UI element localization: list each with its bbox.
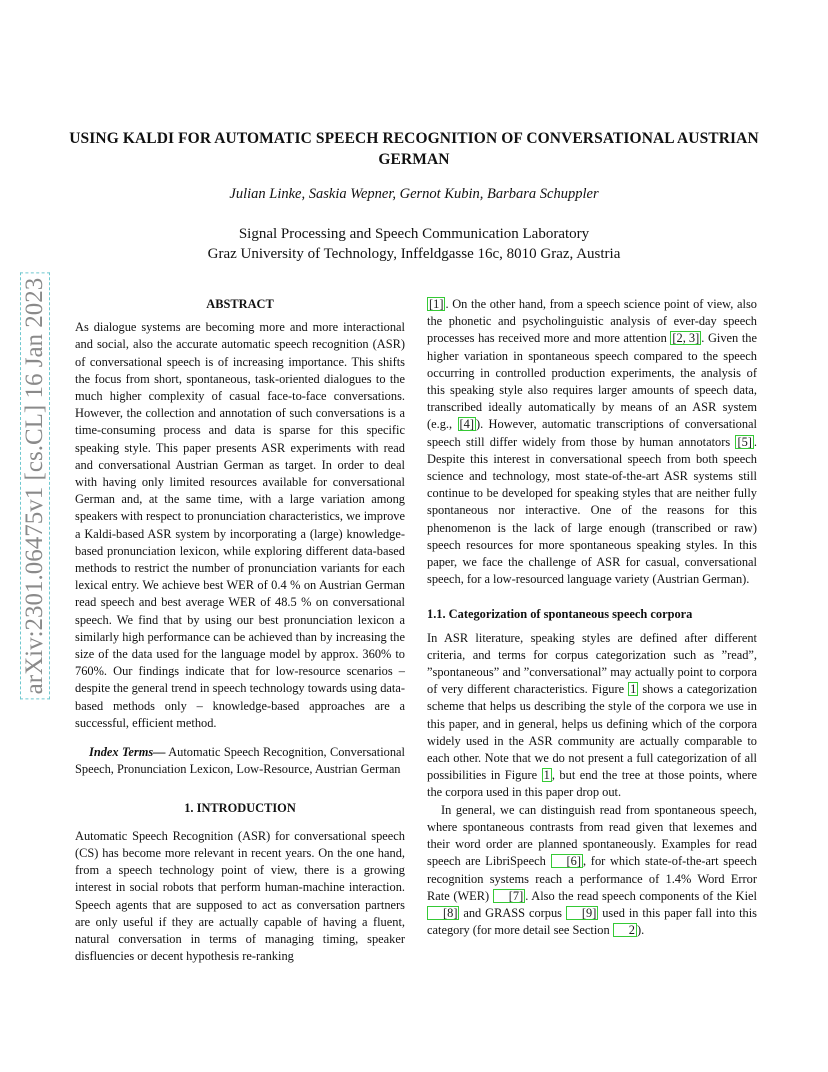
sub-text-i: ). <box>636 923 645 938</box>
subsection-heading: 1.1. Categorization of spontaneous speech corpora <box>427 607 693 622</box>
citation-link[interactable]: [5] <box>737 434 752 449</box>
citation-link[interactable]: [6] <box>551 854 583 868</box>
sub-text-c: , but end the tree at those points, where the corpora used in this paper drop out. <box>427 768 757 800</box>
figure-link[interactable]: 1 <box>543 768 550 783</box>
affiliation <box>60 224 768 264</box>
citation-link[interactable]: [8] <box>427 906 459 920</box>
figure-link[interactable]: 1 <box>630 682 637 697</box>
author-list: Julian Linke, Saskia Wepner, Gernot Kubin, Barbara Schuppler <box>229 186 599 202</box>
citation-link[interactable]: [1] <box>429 297 444 311</box>
index-terms <box>75 744 405 778</box>
sub-text-h: used in this paper fall into this category (for more detail see Section <box>427 905 757 938</box>
arxiv-watermark[interactable] <box>20 266 50 706</box>
sub-text-d: In general, we can distinguish read from spontaneous speech, where spontaneous contrasts from read given that lexemes and their word order are planned spontaneously. Examples for read speech are LibriSpeech <box>427 802 757 869</box>
intro-text-b: . On the other hand, from a speech science point of view, also the phonetic and psycholinguistic analysis of ever-day speech processes has received more and more attention <box>427 297 757 346</box>
citation-link[interactable]: [4] <box>459 417 474 432</box>
introduction-paragraph-start <box>75 828 405 966</box>
abstract-heading: ABSTRACT <box>206 297 274 311</box>
right-column <box>427 296 757 939</box>
sub-text-e: , for which state-of-the-art speech recognition systems reach a performance of 1.4% Word Error Rate (WER) <box>427 854 758 903</box>
index-terms-label: Index Terms— <box>89 745 166 760</box>
citation-link[interactable]: [9] <box>566 906 598 920</box>
intro-text-a: Automatic Speech Recognition (ASR) for conversational speech (CS) has become more relevant in recent years. On the one hand, from a speech technology point of view, there is a growing interest in social robots that perform human-machine interaction. Speech agents that are supposed to act as conversation partners are only useful if they are actually capable of having a fluent, natural conversation in terms of managing timing, speaker disfluencies or decent hypothesis re-ranking <box>75 828 405 964</box>
introduction-heading: 1. INTRODUCTION <box>184 801 296 816</box>
subsection-paragraph-1 <box>427 630 757 802</box>
intro-text-c: . Given the higher variation in spontaneous speech compared to the speech occurring in controlled production experiments, the analysis of this speaking style also requires larger amounts of speech data, transcribed ideally automatically by means of an ASR system (e.g., <box>427 331 757 432</box>
arxiv-id-label[interactable]: arXiv:2301.06475v1 [cs.CL] 16 Jan 2023 <box>20 273 50 700</box>
index-terms-text: Automatic Speech Recognition, Conversational Speech, Pronunciation Lexicon, Low-Resource, Austrian German <box>75 745 405 777</box>
sub-text-g: and GRASS corpus <box>459 905 566 920</box>
introduction-paragraph-continued <box>427 296 757 588</box>
sub-text-f: . Also the read speech components of the Kiel <box>525 888 757 903</box>
citation-link[interactable]: [7] <box>493 889 525 903</box>
affiliation-line-1: Signal Processing and Speech Communication Laboratory <box>238 226 590 242</box>
citation-link[interactable]: [2, 3] <box>672 331 700 346</box>
paper-title: USING KALDI FOR AUTOMATIC SPEECH RECOGNITION OF CONVERSATIONAL AUSTRIAN GERMAN <box>69 130 759 168</box>
intro-text-e: . Despite this interest in conversational speech from both speech science and technology, most state-of-the-art ASR systems still continue to be developed for speaking styles that are neither fully spontaneous nor interactive. One of the reasons for this phenomenon is the lack of large enough (transcribed or raw) speech resources for more spontaneous speaking styles. In this paper, we face the challenge of ASR for casual, conversational speech, for a low-resourced language variety (Austrian German). <box>427 434 757 587</box>
left-column <box>75 296 405 965</box>
intro-text-d: ). However, automatic transcriptions of conversational speech still differ widely from those by human annotators <box>427 417 757 449</box>
subsection-paragraph-2 <box>427 802 757 940</box>
sub-text-a: In ASR literature, speaking styles are defined after different criteria, and terms for corpus categorization such as ”read”, ”spontaneous” and ”conversational” may actually point to corpora of very different characteristics. Figure <box>427 630 757 697</box>
section-link[interactable]: 2 <box>613 923 637 937</box>
affiliation-line-2: Graz University of Technology, Inffeldgasse 16c, 8010 Graz, Austria <box>207 246 621 262</box>
abstract-body: As dialogue systems are becoming more and more interactional and social, also the accurate automatic speech recognition (ASR) of conversational speech is of increasing importance. This shifts the focus from short, spontaneous, task-oriented dialogues to the much higher complexity of casual face-to-face conversations. However, the collection and annotation of such conversations is a time-consuming process and data is sparse for this specific speaking style. This paper presents ASR experiments with read and conversational Austrian German as target. In order to deal with having only limited resources available for conversational German and, at the same time, with a large variation among speakers with respect to pronunciation characteristics, we improve a Kaldi-based ASR system by incorporating a (large) knowledge-based pronunciation lexicon, while exploring different data-based methods to restrict the number of pronunciation variants for each lexical entry. We achieve best WER of 0.4 % on Austrian German read speech and best average WER of 48.5 % on conversational speech. We find that by using our best pronunciation lexicon a similarly high performance can be achieved than by increasing the size of the data used for the language model by approx. 360% to 760%. Our findings indicate that for low-resource scenarios – despite the general trend in speech technology towards using data-based methods only – knowledge-based approaches are a successful, efficient method. <box>75 320 405 730</box>
sub-text-b: shows a categorization scheme that helps us describing the style of the corpora we use in this paper, and in general, helps us defining which of the corpora widely used in the ASR community are actually comparable to each other. Note that we do not present a full categorization of all possibilities in Figure <box>427 682 758 783</box>
